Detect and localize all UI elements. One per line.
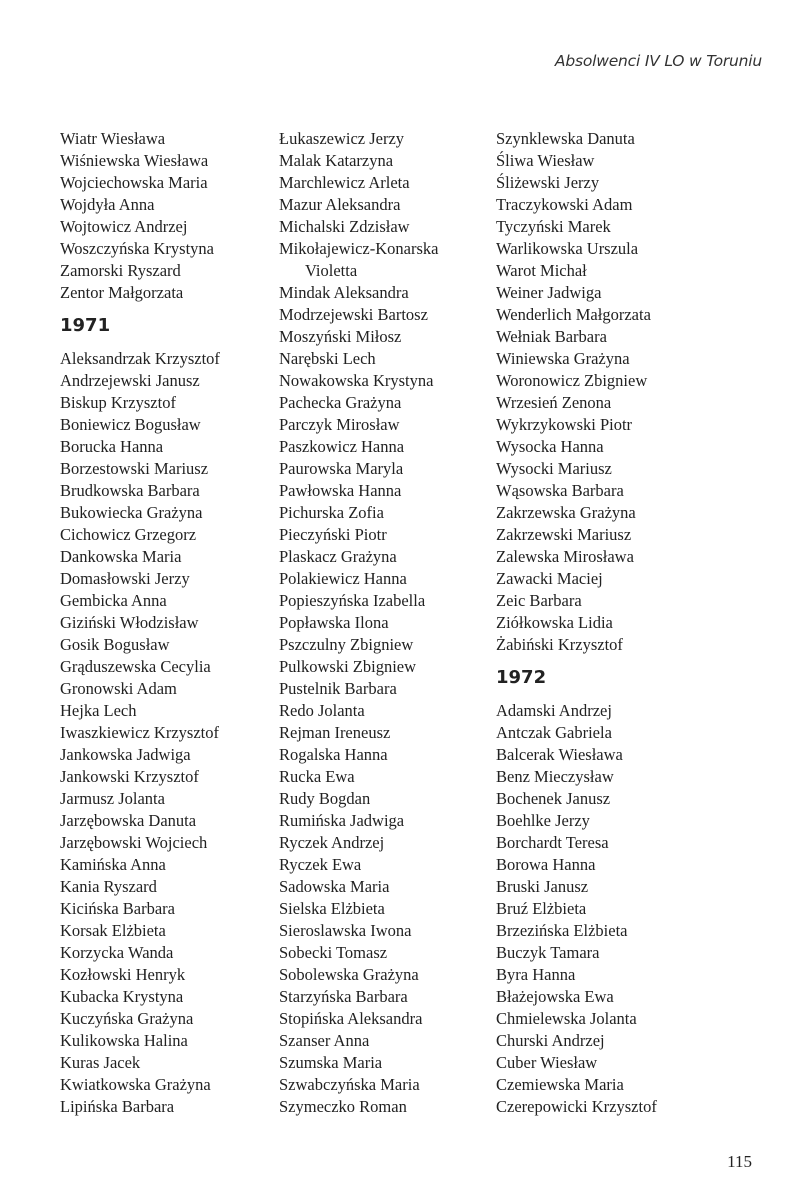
list-item: Rucka Ewa: [279, 767, 355, 786]
list-item: Borzestowski Mariusz: [60, 459, 209, 478]
list-item: Balcerak Wiesława: [496, 745, 623, 764]
list-item: Adamski Andrzej: [496, 701, 612, 720]
list-item: Domasłowski Jerzy: [60, 569, 190, 588]
list-item: Sadowska Maria: [279, 877, 390, 896]
list-item: Szumska Maria: [279, 1053, 383, 1072]
list-item: Paurowska Maryla: [279, 459, 404, 478]
list-item: Marchlewicz Arleta: [279, 173, 410, 192]
list-item: Boehlke Jerzy: [496, 811, 590, 830]
list-item: Zakrzewska Grażyna: [496, 503, 636, 522]
list-item: Moszyński Miłosz: [279, 327, 402, 346]
list-item: Stopińska Aleksandra: [279, 1009, 423, 1028]
name-column-3: [496, 128, 657, 1118]
list-item: Pustelnik Barbara: [279, 679, 397, 698]
list-item: Churski Andrzej: [496, 1031, 605, 1050]
list-item: Dankowska Maria: [60, 547, 182, 566]
list-item: Zentor Małgorzata: [60, 283, 184, 302]
list-item: Bochenek Janusz: [496, 789, 611, 808]
year-heading: 1971: [60, 315, 111, 336]
list-item: Pulkowski Zbigniew: [279, 657, 417, 676]
list-item: Popieszyńska Izabella: [279, 591, 426, 610]
list-item: Ryczek Ewa: [279, 855, 362, 874]
list-item: Warot Michał: [496, 261, 587, 280]
list-item: Ryczek Andrzej: [279, 833, 385, 852]
list-item: Rudy Bogdan: [279, 789, 371, 808]
list-item: Zalewska Mirosława: [496, 547, 634, 566]
list-item: Byra Hanna: [496, 965, 576, 984]
list-item: Redo Jolanta: [279, 701, 365, 720]
list-item: Mazur Aleksandra: [279, 195, 401, 214]
list-item: Kulikowska Halina: [60, 1031, 188, 1050]
list-item: Mindak Aleksandra: [279, 283, 409, 302]
list-item: Brudkowska Barbara: [60, 481, 200, 500]
list-item: Zamorski Ryszard: [60, 261, 181, 280]
list-item: Lipińska Barbara: [60, 1097, 175, 1116]
list-item: Modrzejewski Bartosz: [279, 305, 428, 324]
list-item: Wojdyła Anna: [60, 195, 155, 214]
list-item: Gembicka Anna: [60, 591, 167, 610]
list-item: Jarzębowski Wojciech: [60, 833, 208, 852]
list-item: Grąduszewska Cecylia: [60, 657, 211, 676]
list-item: Wąsowska Barbara: [496, 481, 624, 500]
list-item: Rejman Ireneusz: [279, 723, 391, 742]
list-item: Zeic Barbara: [496, 591, 582, 610]
list-item: Brzezińska Elżbieta: [496, 921, 628, 940]
list-item: Traczykowski Adam: [496, 195, 633, 214]
list-item: Pachecka Grażyna: [279, 393, 402, 412]
list-item: Woronowicz Zbigniew: [496, 371, 648, 390]
list-item: Buczyk Tamara: [496, 943, 600, 962]
list-item: Gronowski Adam: [60, 679, 177, 698]
list-item: Szymeczko Roman: [279, 1097, 407, 1116]
list-item: Śliżewski Jerzy: [496, 173, 600, 192]
list-item: Giziński Włodzisław: [60, 613, 199, 632]
name-column-2: [279, 128, 438, 1118]
list-item: Borowa Hanna: [496, 855, 596, 874]
list-item: Borchardt Teresa: [496, 833, 609, 852]
list-item: Paszkowicz Hanna: [279, 437, 405, 456]
list-item: Violetta: [305, 261, 358, 280]
list-item: Gosik Bogusław: [60, 635, 170, 654]
list-item: Korsak Elżbieta: [60, 921, 166, 940]
name-column-1: [60, 128, 220, 1118]
list-item: Wojtowicz Andrzej: [60, 217, 188, 236]
list-item: Kozłowski Henryk: [60, 965, 186, 984]
list-item: Benz Mieczysław: [496, 767, 614, 786]
list-item: Starzyńska Barbara: [279, 987, 408, 1006]
list-item: Parczyk Mirosław: [279, 415, 400, 434]
list-item: Zakrzewski Mariusz: [496, 525, 632, 544]
list-item: Pawłowska Hanna: [279, 481, 402, 500]
list-item: Kuras Jacek: [60, 1053, 141, 1072]
list-item: Błażejowska Ewa: [496, 987, 614, 1006]
list-item: Popławska Ilona: [279, 613, 389, 632]
list-item: Aleksandrzak Krzysztof: [60, 349, 220, 368]
list-item: Iwaszkiewicz Krzysztof: [60, 723, 219, 742]
list-item: Szanser Anna: [279, 1031, 370, 1050]
list-item: Jarzębowska Danuta: [60, 811, 197, 830]
list-item: Wrzesień Zenona: [496, 393, 612, 412]
list-item: Chmielewska Jolanta: [496, 1009, 637, 1028]
list-item: Wiśniewska Wiesława: [60, 151, 209, 170]
list-item: Wysocka Hanna: [496, 437, 604, 456]
list-item: Winiewska Grażyna: [496, 349, 630, 368]
running-header: Absolwenci IV LO w Toruniu: [554, 52, 762, 70]
list-item: Łukaszewicz Jerzy: [279, 129, 405, 148]
list-item: Biskup Krzysztof: [60, 393, 176, 412]
list-item: Kania Ryszard: [60, 877, 157, 896]
list-item: Borucka Hanna: [60, 437, 164, 456]
list-item: Wykrzykowski Piotr: [496, 415, 633, 434]
list-item: Antczak Gabriela: [496, 723, 612, 742]
list-item: Sobecki Tomasz: [279, 943, 388, 962]
list-item: Wysocki Mariusz: [496, 459, 612, 478]
list-item: Wenderlich Małgorzata: [496, 305, 651, 324]
list-item: Śliwa Wiesław: [496, 151, 595, 170]
list-item: Czerepowicki Krzysztof: [496, 1097, 657, 1116]
list-item: Bruski Janusz: [496, 877, 589, 896]
list-item: Pieczyński Piotr: [279, 525, 387, 544]
list-item: Hejka Lech: [60, 701, 137, 720]
list-item: Szwabczyńska Maria: [279, 1075, 420, 1094]
list-item: Polakiewicz Hanna: [279, 569, 407, 588]
page-number: 115: [727, 1152, 752, 1171]
list-item: Andrzejewski Janusz: [60, 371, 200, 390]
list-item: Sobolewska Grażyna: [279, 965, 419, 984]
list-item: Pichurska Zofia: [279, 503, 384, 522]
list-item: Korzycka Wanda: [60, 943, 174, 962]
list-item: Cuber Wiesław: [496, 1053, 598, 1072]
list-item: Kamińska Anna: [60, 855, 166, 874]
list-item: Wiatr Wiesława: [60, 129, 166, 148]
list-item: Jarmusz Jolanta: [60, 789, 165, 808]
list-item: Kwiatkowska Grażyna: [60, 1075, 211, 1094]
year-heading: 1972: [496, 667, 547, 688]
list-item: Woszczyńska Krystyna: [60, 239, 215, 258]
list-item: Szynklewska Danuta: [496, 129, 635, 148]
list-item: Bruź Elżbieta: [496, 899, 587, 918]
list-item: Malak Katarzyna: [279, 151, 394, 170]
list-item: Warlikowska Urszula: [496, 239, 639, 258]
list-item: Weiner Jadwiga: [496, 283, 602, 302]
list-item: Rogalska Hanna: [279, 745, 388, 764]
list-item: Pszczulny Zbigniew: [279, 635, 414, 654]
list-item: Bukowiecka Grażyna: [60, 503, 203, 522]
list-item: Sieroslawska Iwona: [279, 921, 412, 940]
list-item: Narębski Lech: [279, 349, 376, 368]
list-item: Wojciechowska Maria: [60, 173, 208, 192]
list-item: Tyczyński Marek: [496, 217, 611, 236]
list-item: Wełniak Barbara: [496, 327, 607, 346]
list-item: Sielska Elżbieta: [279, 899, 385, 918]
list-item: Cichowicz Grzegorz: [60, 525, 197, 544]
list-item: Kicińska Barbara: [60, 899, 175, 918]
list-item: Kubacka Krystyna: [60, 987, 184, 1006]
list-item: Plaskacz Grażyna: [279, 547, 397, 566]
list-item: Zawacki Maciej: [496, 569, 603, 588]
list-item: Czemiewska Maria: [496, 1075, 624, 1094]
list-item: Jankowska Jadwiga: [60, 745, 191, 764]
list-item: Mikołajewicz-Konarska: [279, 239, 439, 258]
list-item: Jankowski Krzysztof: [60, 767, 199, 786]
list-item: Boniewicz Bogusław: [60, 415, 201, 434]
list-item: Żabiński Krzysztof: [496, 635, 623, 654]
list-item: Ziółkowska Lidia: [496, 613, 613, 632]
list-item: Kuczyńska Grażyna: [60, 1009, 194, 1028]
list-item: Michalski Zdzisław: [279, 217, 410, 236]
list-item: Nowakowska Krystyna: [279, 371, 434, 390]
list-item: Rumińska Jadwiga: [279, 811, 405, 830]
